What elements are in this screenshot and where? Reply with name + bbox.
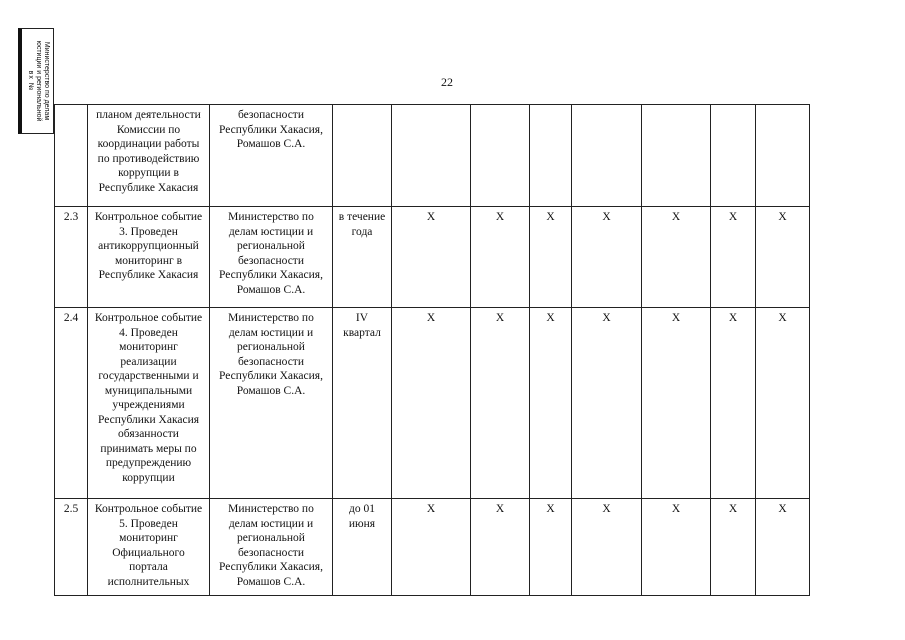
event-cell-line: Контрольное событие bbox=[94, 211, 203, 223]
deadline-cell bbox=[333, 207, 392, 308]
event-cell-line: обязанности bbox=[118, 428, 179, 440]
event-cell-line: Комиссии по bbox=[116, 123, 181, 136]
mark-cell: X bbox=[711, 308, 756, 499]
event-cell bbox=[88, 499, 210, 596]
deadline-cell bbox=[333, 499, 392, 596]
event-cell-line: Официального bbox=[112, 546, 185, 559]
mark-cell: X bbox=[572, 207, 642, 308]
mark-cell: X bbox=[711, 499, 756, 596]
deadline-cell-line: июня bbox=[348, 517, 376, 530]
responsible-cell-line: региональной bbox=[237, 532, 305, 544]
event-cell-line: Контрольное событие bbox=[94, 312, 203, 324]
mark-cell: X bbox=[392, 499, 471, 596]
event-cell-line: по противодействию bbox=[97, 152, 200, 165]
mark-cell: X bbox=[392, 308, 471, 499]
responsible-cell-line: Министерство по bbox=[228, 211, 314, 223]
event-cell-line: исполнительных bbox=[107, 575, 190, 588]
row-number-cell: 2.4 bbox=[55, 308, 88, 499]
event-cell-line: реализации bbox=[120, 355, 177, 368]
table-row bbox=[55, 308, 810, 499]
responsible-cell-line: Республики Хакасия, bbox=[219, 123, 323, 136]
responsible-cell-line: делам юстиции и bbox=[228, 225, 314, 238]
responsible-cell-line: Ромашов С.А. bbox=[236, 575, 306, 588]
event-cell-line: предупреждению bbox=[105, 457, 192, 469]
deadline-cell-line: года bbox=[351, 225, 373, 238]
responsible-cell bbox=[210, 105, 333, 207]
event-cell-line: портала bbox=[129, 561, 168, 573]
responsible-cell-line: Министерство по bbox=[228, 312, 314, 324]
event-cell bbox=[88, 105, 210, 207]
responsible-cell-line: региональной bbox=[237, 341, 305, 353]
deadline-cell-line: в течение bbox=[338, 211, 386, 223]
responsible-cell-line: делам юстиции и bbox=[228, 517, 314, 530]
event-cell-line: Республике Хакасия bbox=[98, 181, 199, 194]
responsible-cell-line: безопасности bbox=[237, 355, 304, 368]
responsible-cell-line: Республики Хакасия, bbox=[219, 370, 323, 382]
row-number-cell: 2.3 bbox=[55, 207, 88, 308]
event-cell-line: Республике Хакасия bbox=[98, 269, 199, 281]
mark-cell: X bbox=[756, 207, 810, 308]
mark-cell bbox=[572, 105, 642, 207]
mark-cell: X bbox=[642, 207, 711, 308]
event-cell-line: коррупции bbox=[122, 471, 175, 484]
mark-cell bbox=[642, 105, 711, 207]
mark-cell bbox=[711, 105, 756, 207]
event-cell-line: координации работы bbox=[97, 138, 200, 150]
mark-cell: X bbox=[471, 308, 530, 499]
mark-cell: X bbox=[711, 207, 756, 308]
mark-cell: X bbox=[471, 499, 530, 596]
event-cell-line: учреждениями bbox=[112, 399, 185, 411]
event-cell-line: мониторинг в bbox=[114, 254, 183, 267]
mark-cell: X bbox=[392, 207, 471, 308]
event-cell bbox=[88, 308, 210, 499]
responsible-cell-line: делам юстиции и bbox=[228, 326, 314, 339]
stamp-line-2: юстиции и региональной bbox=[34, 40, 42, 122]
responsible-cell-line: безопасности bbox=[237, 254, 304, 267]
mark-cell: X bbox=[756, 499, 810, 596]
responsible-cell-line: Ромашов С.А. bbox=[236, 138, 306, 150]
event-cell-line: 3. Проведен bbox=[119, 225, 178, 238]
stamp-line-1: Министерство по делам bbox=[42, 41, 50, 121]
registration-stamp bbox=[18, 28, 54, 134]
mark-cell: X bbox=[530, 207, 572, 308]
responsible-cell-line: региональной bbox=[237, 240, 305, 252]
responsible-cell-line: Республики Хакасия, bbox=[219, 269, 323, 281]
table-row bbox=[55, 105, 810, 207]
mark-cell bbox=[530, 105, 572, 207]
mark-cell: X bbox=[642, 308, 711, 499]
responsible-cell bbox=[210, 499, 333, 596]
registration-stamp-text bbox=[26, 31, 50, 131]
mark-cell bbox=[756, 105, 810, 207]
mark-cell: X bbox=[642, 499, 711, 596]
table-row bbox=[55, 207, 810, 308]
event-cell bbox=[88, 207, 210, 308]
deadline-cell-line: IV bbox=[355, 312, 369, 324]
event-cell-line: 5. Проведен bbox=[119, 517, 178, 530]
mark-cell: X bbox=[572, 308, 642, 499]
responsible-cell-line: Ромашов С.А. bbox=[236, 283, 306, 296]
event-cell-line: 4. Проведен bbox=[119, 326, 178, 339]
deadline-cell-line: до 01 bbox=[349, 503, 375, 515]
responsible-cell bbox=[210, 207, 333, 308]
responsible-cell-line: Министерство по bbox=[228, 503, 314, 515]
event-cell-line: Контрольное событие bbox=[94, 503, 203, 515]
responsible-cell-line: Республики Хакасия, bbox=[219, 561, 323, 573]
responsible-cell-line: безопасности bbox=[237, 546, 304, 559]
mark-cell bbox=[471, 105, 530, 207]
event-cell-line: мониторинг bbox=[119, 532, 178, 544]
mark-cell: X bbox=[471, 207, 530, 308]
mark-cell: X bbox=[530, 308, 572, 499]
mark-cell: X bbox=[572, 499, 642, 596]
row-number-cell: 2.5 bbox=[55, 499, 88, 596]
deadline-cell bbox=[333, 308, 392, 499]
mark-cell: X bbox=[530, 499, 572, 596]
event-cell-line: принимать меры по bbox=[100, 442, 197, 455]
plan-table bbox=[54, 104, 810, 596]
responsible-cell bbox=[210, 308, 333, 499]
event-cell-line: Республики Хакасия bbox=[97, 413, 200, 426]
responsible-cell-line: Ромашов С.А. bbox=[236, 384, 306, 397]
event-cell-line: мониторинг bbox=[119, 341, 178, 353]
page-number: 22 bbox=[441, 75, 453, 89]
stamp-line-3: вх № bbox=[26, 70, 34, 92]
deadline-cell-line: квартал bbox=[343, 326, 381, 339]
event-cell-line: антикоррупционный bbox=[98, 240, 199, 252]
mark-cell: X bbox=[756, 308, 810, 499]
event-cell-line: государственными и bbox=[98, 370, 199, 382]
mark-cell bbox=[392, 105, 471, 207]
responsible-cell-line: безопасности bbox=[237, 109, 304, 121]
plan-table-body bbox=[55, 105, 810, 596]
event-cell-line: планом деятельности bbox=[96, 109, 201, 121]
event-cell-line: муниципальными bbox=[104, 384, 193, 397]
row-number-cell bbox=[55, 105, 88, 207]
table-row bbox=[55, 499, 810, 596]
event-cell-line: коррупции в bbox=[118, 167, 179, 179]
deadline-cell bbox=[333, 105, 392, 207]
